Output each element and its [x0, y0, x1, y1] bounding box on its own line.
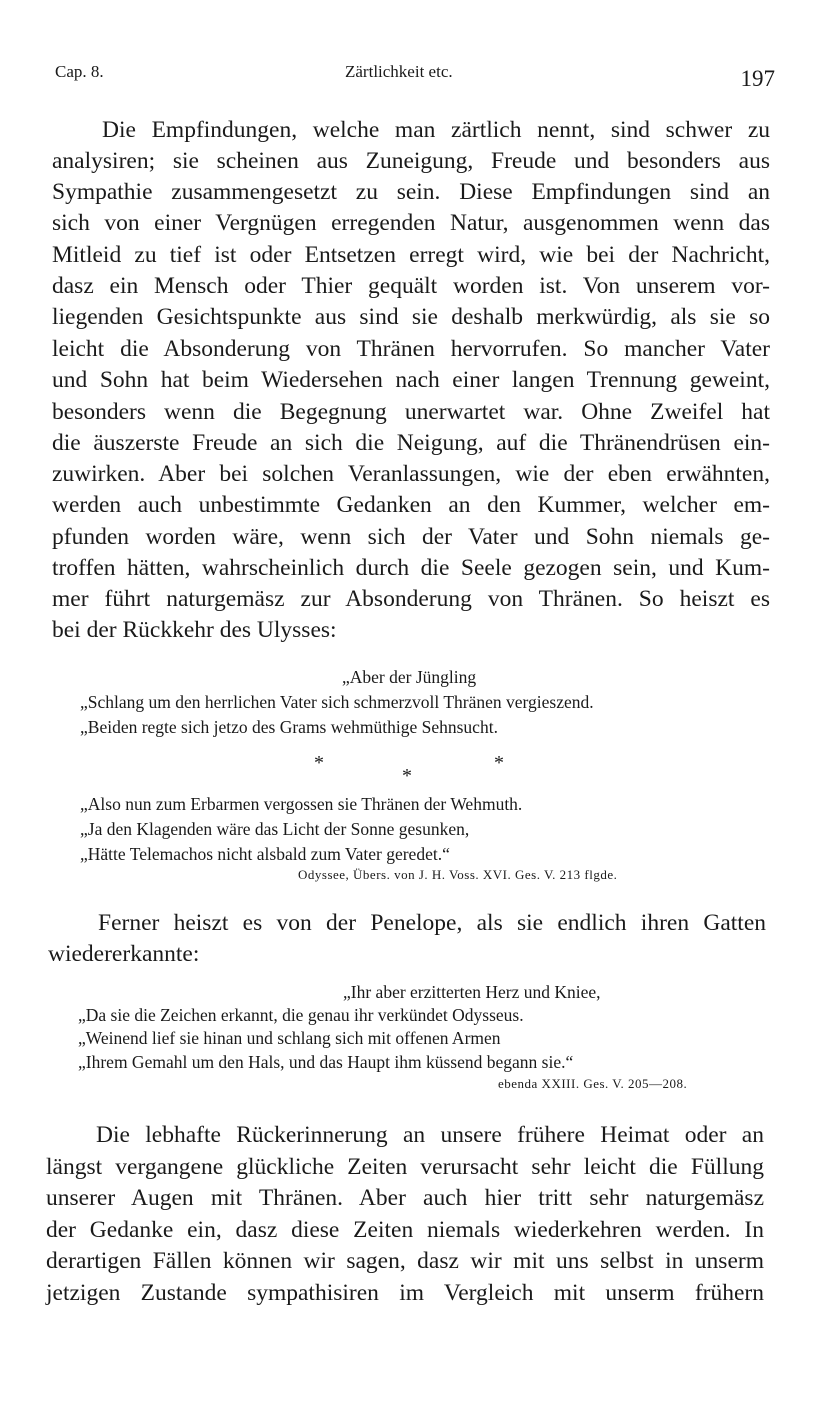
asterisk-separator: *	[314, 752, 324, 774]
page-number: 197	[740, 66, 775, 91]
text-line: jetzigen Zustande sympathisiren im Vergleich mit unserm frühern	[46, 1280, 764, 1306]
text-line: zuwirken. Aber bei solchen Veranlassungen, wie der eben erwähnten,	[52, 461, 770, 487]
text-line: werden auch unbestimmte Gedanken an den Kummer, welcher em-	[52, 492, 770, 518]
verse-line: „Da sie die Zeichen erkannt, die genau ihr verkündet Odysseus.	[78, 1005, 524, 1025]
text-line: pfunden worden wäre, wenn sich der Vater und Sohn niemals ge-	[52, 524, 770, 550]
text-line: wiedererkannte:	[48, 941, 200, 967]
running-header	[55, 62, 775, 92]
text-line: leicht die Absonderung von Thränen hervorrufen. So mancher Vater	[52, 336, 770, 362]
text-line: bei der Rückkehr des Ulysses:	[52, 617, 337, 643]
text-line: analysiren; sie scheinen aus Zuneigung, Freude und besonders aus	[52, 148, 770, 174]
verse-line: „Ja den Klagenden wäre das Licht der Sonne gesunken,	[80, 819, 470, 839]
verse-line: „Also nun zum Erbarmen vergossen sie Thränen der Wehmuth.	[80, 794, 523, 814]
verse-line: „Weinend lief sie hinan und schlang sich mit offenen Armen	[78, 1028, 501, 1048]
text-line: derartigen Fällen können wir sagen, dasz wir mit uns selbst in unserm	[46, 1248, 764, 1274]
text-line: und Sohn hat beim Wiedersehen nach einer langen Trennung geweint,	[52, 367, 770, 393]
chapter-label: Cap. 8.	[55, 62, 104, 81]
verse-line: „Hätte Telemachos nicht alsbald zum Vater geredet.“	[80, 844, 450, 864]
text-line: besonders wenn die Begegnung unerwartet war. Ohne Zweifel hat	[52, 399, 770, 425]
asterisk-separator: *	[402, 765, 412, 787]
running-title: Zärtlichkeit etc.	[345, 62, 453, 81]
text-line: Die Empfindungen, welche man zärtlich nennt, sind schwer zu	[102, 117, 770, 143]
verse-line: „Schlang um den herrlichen Vater sich schmerzvoll Thränen vergieszend.	[80, 692, 594, 712]
text-line: der Gedanke ein, dasz diese Zeiten niemals wiederkehren werden. In	[46, 1217, 764, 1243]
text-line: troffen hätten, wahrscheinlich durch die Seele gezogen sein, und Kum-	[52, 555, 770, 581]
text-line: die äuszerste Freude an sich die Neigung, auf die Thränendrüsen ein-	[52, 430, 770, 456]
text-line: sich von einer Vergnügen erregenden Natur, ausgenommen wenn das	[52, 210, 770, 236]
text-line: liegenden Gesichtspunkte aus sind sie deshalb merkwürdig, als sie so	[52, 304, 770, 330]
quotation-source: ebenda XXIII. Ges. V. 205—208.	[498, 1076, 688, 1091]
text-line: unserer Augen mit Thränen. Aber auch hier tritt sehr naturgemäsz	[46, 1185, 764, 1211]
text-line: mer führt naturgemäsz zur Absonderung von Thränen. So heiszt es	[52, 586, 770, 612]
verse-line: „Aber der Jüngling	[342, 667, 477, 687]
text-line: Mitleid zu tief ist oder Entsetzen erregt wird, wie bei der Nachricht,	[52, 242, 770, 268]
text-line: Die lebhafte Rückerinnerung an unsere frühere Heimat oder an	[96, 1122, 764, 1148]
verse-line: „Beiden regte sich jetzo des Grams wehmüthige Sehnsucht.	[80, 717, 498, 737]
text-line: Ferner heiszt es von der Penelope, als sie endlich ihren Gatten	[98, 910, 766, 936]
text-line: Sympathie zusammengesetzt zu sein. Diese Empfindungen sind an	[52, 179, 770, 205]
quotation-source: Odyssee, Übers. von J. H. Voss. XVI. Ges. V. 213 flgde.	[298, 867, 618, 882]
text-line: dasz ein Mensch oder Thier gequält worden ist. Von unserem vor-	[52, 273, 770, 299]
verse-line: „Ihr aber erzitterten Herz und Kniee,	[343, 982, 601, 1002]
text-line: längst vergangene glückliche Zeiten verursacht sehr leicht die Füllung	[46, 1154, 764, 1180]
verse-line: „Ihrem Gemahl um den Hals, und das Haupt ihm küssend begann sie.“	[78, 1052, 574, 1072]
asterisk-separator: *	[494, 752, 504, 774]
